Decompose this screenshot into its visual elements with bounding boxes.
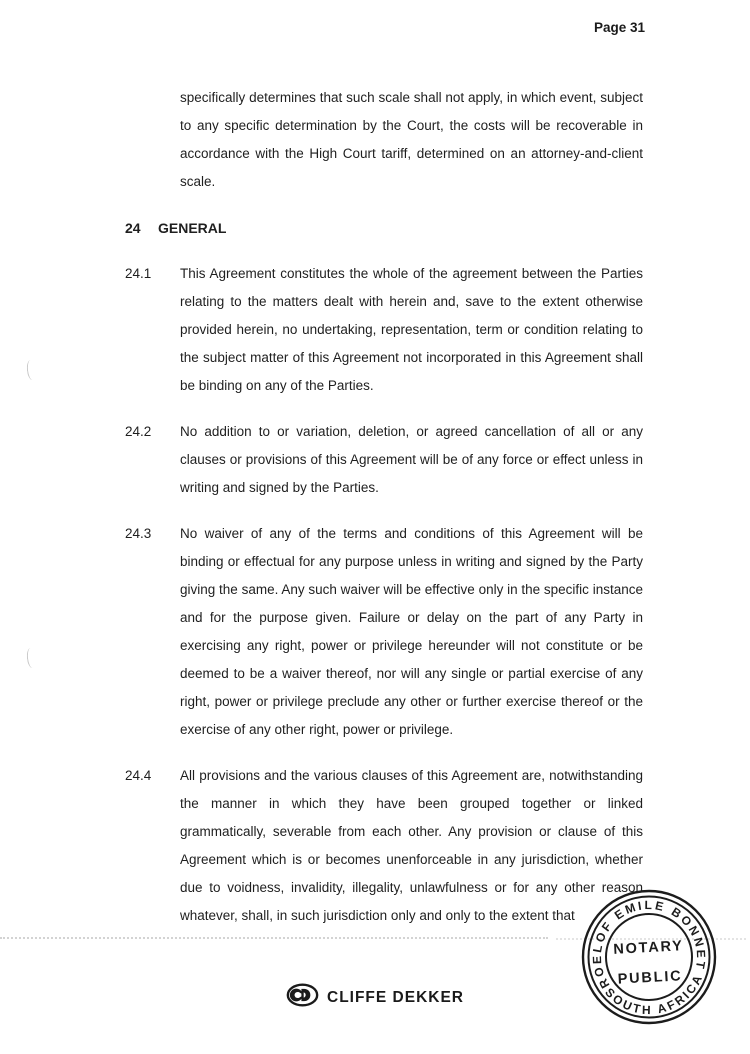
intro-paragraph: specifically determines that such scale shall not apply, in which event, subject to any specific determination by the Court, the costs will be recoverable in accordance with the High Court tariff, determined on an attorney-and-client scale. bbox=[180, 90, 643, 189]
scan-artifact-mark bbox=[26, 360, 37, 381]
clause-text: This Agreement constitutes the whole of the agreement between the Parties relating to the matters dealt with herein and, save to the extent otherwise provided herein, no undertaking, representation, term or condition relating to the subject matter of this Agreement not incorporated in this Agreement shall be binding on any of the Parties. bbox=[180, 266, 643, 393]
stamp-name-arc: ROELOF EMILE BONNET bbox=[589, 898, 709, 991]
clause-24-4 bbox=[125, 762, 643, 930]
firm-name: CLIFFE DEKKER bbox=[327, 988, 464, 1006]
section-heading bbox=[125, 214, 643, 242]
clause-24-1 bbox=[125, 260, 643, 400]
clause-text: No addition to or variation, deletion, or agreed cancellation of all or any clauses or provisions of this Agreement will be of any force or effect unless in writing and signed by the Parties. bbox=[180, 424, 643, 495]
stamp-center-line2: PUBLIC bbox=[617, 968, 683, 988]
clause-number: 24.2 bbox=[125, 424, 152, 439]
clause-number: 24.3 bbox=[125, 526, 152, 541]
section-number: 24 bbox=[125, 220, 141, 236]
clause-number: 24.4 bbox=[125, 768, 152, 783]
stamp-center-line1: NOTARY bbox=[612, 938, 685, 958]
cliffe-dekker-logo-icon bbox=[286, 983, 319, 1012]
notary-stamp bbox=[580, 888, 718, 1026]
document-body bbox=[125, 84, 643, 930]
clause-number: 24.1 bbox=[125, 266, 152, 281]
section-title: GENERAL bbox=[158, 220, 227, 236]
clause-24-2 bbox=[125, 418, 643, 502]
scan-dotted-line bbox=[0, 937, 548, 939]
stamp-country-arc: SOUTH AFRICA bbox=[602, 970, 706, 1018]
clause-text: All provisions and the various clauses of this Agreement are, notwithstanding the manner in which they have been grouped together or linked grammatically, severable from each other. Any provision or clause of this Agreement which is or becomes unenforceable in any jurisdiction, whether due to voidness, invalidity, illegality, unlawfulness or for any other reason whatever, shall, in such jurisdiction only and only to the extent that bbox=[180, 768, 643, 923]
scan-artifact-mark bbox=[26, 648, 37, 669]
clause-24-3 bbox=[125, 520, 643, 744]
page-number: Page 31 bbox=[593, 20, 645, 35]
clause-text: No waiver of any of the terms and conditions of this Agreement will be binding or effectual for any purpose unless in writing and signed by the Party giving the same. Any such waiver will be effective only in the specific instance and for the purpose given. Failure or delay on the part of any Party in exercising any right, power or privilege hereunder will not constitute or be deemed to be a waiver thereof, nor will any single or partial exercise of any right, power or privilege preclude any other or further exercise thereof or the exercise of any other right, power or privilege. bbox=[180, 526, 643, 737]
